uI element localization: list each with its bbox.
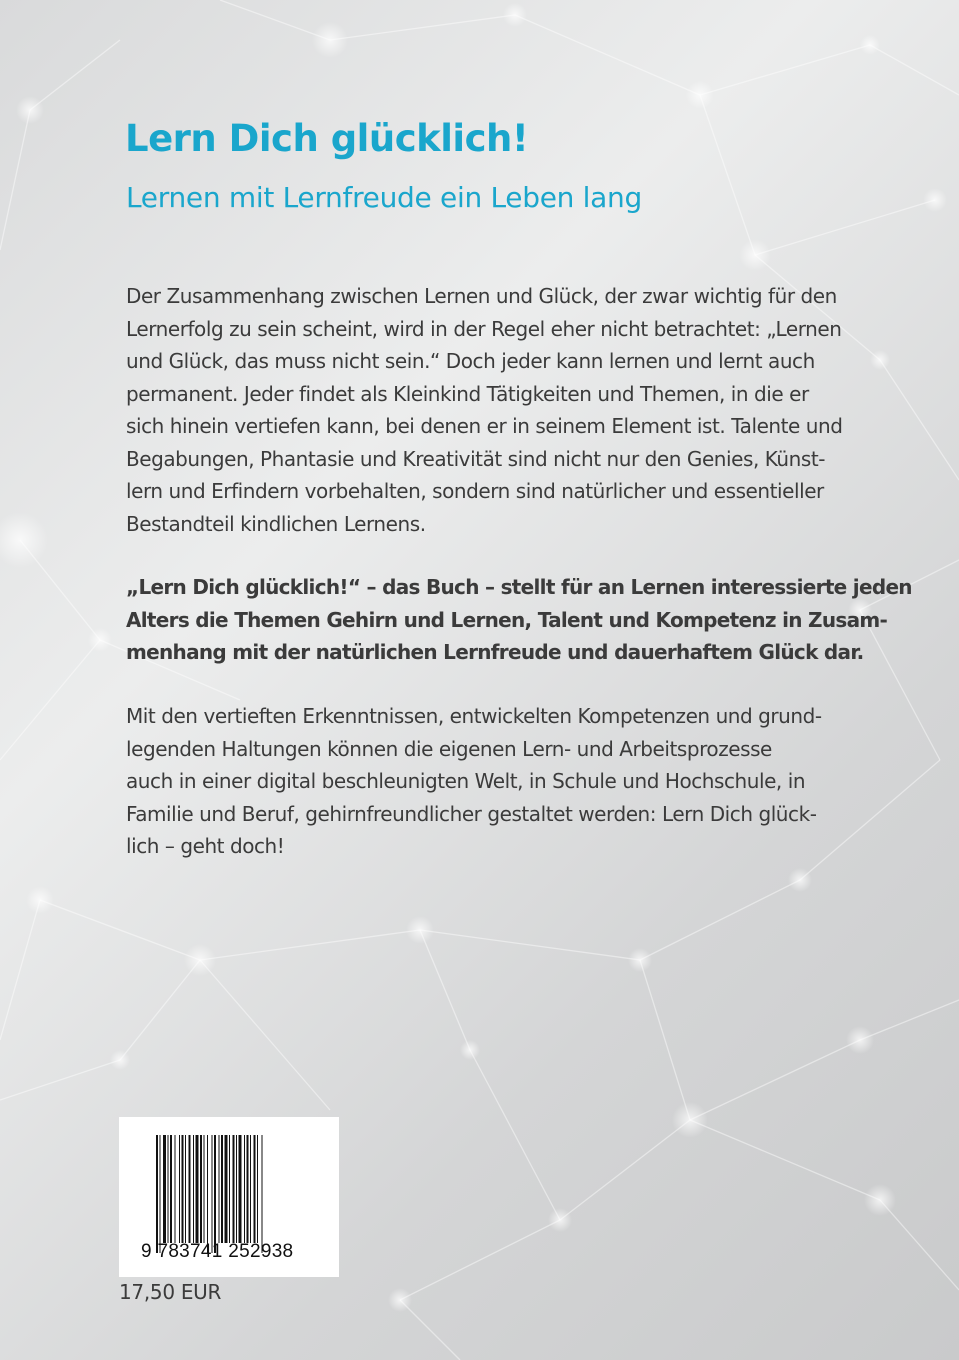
isbn-barcode [119, 1117, 339, 1277]
book-subtitle: Lernen mit Lernfreude ein Leben lang [126, 181, 642, 214]
barcode-bar [262, 1135, 263, 1253]
barcode-bar [170, 1135, 172, 1243]
text-line: legenden Haltungen können die eigenen Lern- und Arbeitsprozesse [126, 736, 772, 761]
blurb-paragraph-1 [126, 280, 843, 540]
barcode-bar [207, 1135, 208, 1253]
barcode-bar [219, 1135, 220, 1243]
text-line: Mit den vertieften Erkenntnissen, entwickelten Kompetenzen und grund- [126, 704, 822, 728]
barcode-bar [236, 1135, 237, 1243]
text-line: lern und Erfindern vorbehalten, sondern sind natürlicher und essentieller [126, 479, 824, 503]
text-line: auch in einer digital beschleunigten Welt, in Schule und Hochschule, in [126, 769, 806, 793]
barcode-bar [175, 1135, 176, 1243]
barcode-bar [160, 1135, 161, 1253]
blurb-paragraph-3 [126, 700, 822, 863]
isbn-number: 9 783741 252938 [141, 1241, 294, 1262]
text-line: Alters die Themen Gehirn und Lernen, Talent und Kompetenz in Zusam- [126, 607, 888, 632]
barcode-bar [214, 1135, 216, 1253]
barcode-bar [221, 1135, 223, 1243]
barcode-bar [185, 1135, 186, 1243]
barcode-bar [204, 1135, 205, 1243]
barcode-bar [156, 1135, 158, 1253]
barcode-bar [239, 1135, 242, 1243]
barcode-bar [189, 1135, 191, 1243]
barcode-bar [196, 1135, 199, 1243]
barcode-bar [182, 1135, 184, 1243]
barcode-bar [163, 1135, 166, 1243]
barcode-bar [200, 1135, 202, 1243]
barcode-bar [212, 1135, 213, 1253]
barcode-bar [250, 1135, 251, 1243]
text-line: Begabungen, Phantasie und Kreativität sind nicht nur den Genies, Künst- [126, 446, 826, 471]
book-title: Lern Dich glücklich! [125, 117, 529, 160]
text-line: menhang mit der natürlichen Lernfreude und dauerhaftem Glück dar. [126, 640, 864, 664]
text-line: „Lern Dich glücklich!“ – das Buch – stellt für an Lernen interessierte jeden [126, 575, 912, 599]
text-line: lich – geht doch! [126, 834, 285, 858]
text-line: Lernerfolg zu sein scheint, wird in der Regel eher nicht betrachtet: „Lernen [126, 316, 842, 341]
barcode-bar [225, 1135, 228, 1243]
barcode-bar [244, 1135, 245, 1243]
barcode-bar [247, 1135, 249, 1243]
barcode-bar [254, 1135, 256, 1243]
text-line: sich hinein vertiefen kann, bei denen er in seinem Element ist. Talente und [126, 414, 843, 438]
barcode-bar [168, 1135, 169, 1243]
text-line: permanent. Jeder findet als Kleinkind Tätigkeiten und Themen, in die er [126, 381, 809, 406]
barcode-bar [233, 1135, 235, 1243]
text-line: und Glück, das muss nicht sein.“ Doch jeder kann lernen und lernt auch [126, 349, 815, 373]
barcode-bar [179, 1135, 180, 1243]
blurb-paragraph-2 [126, 571, 912, 669]
text-line: Bestandteil kindlichen Lernens. [126, 511, 426, 536]
barcode-bar [229, 1135, 230, 1243]
text-line: Der Zusammenhang zwischen Lernen und Glück, der zwar wichtig für den [126, 284, 837, 308]
price-label: 17,50 EUR [119, 1280, 222, 1304]
barcode-bar [193, 1135, 194, 1243]
barcode-bar [257, 1135, 258, 1243]
text-line: Familie und Beruf, gehirnfreundlicher gestaltet werden: Lern Dich glück- [126, 801, 817, 826]
